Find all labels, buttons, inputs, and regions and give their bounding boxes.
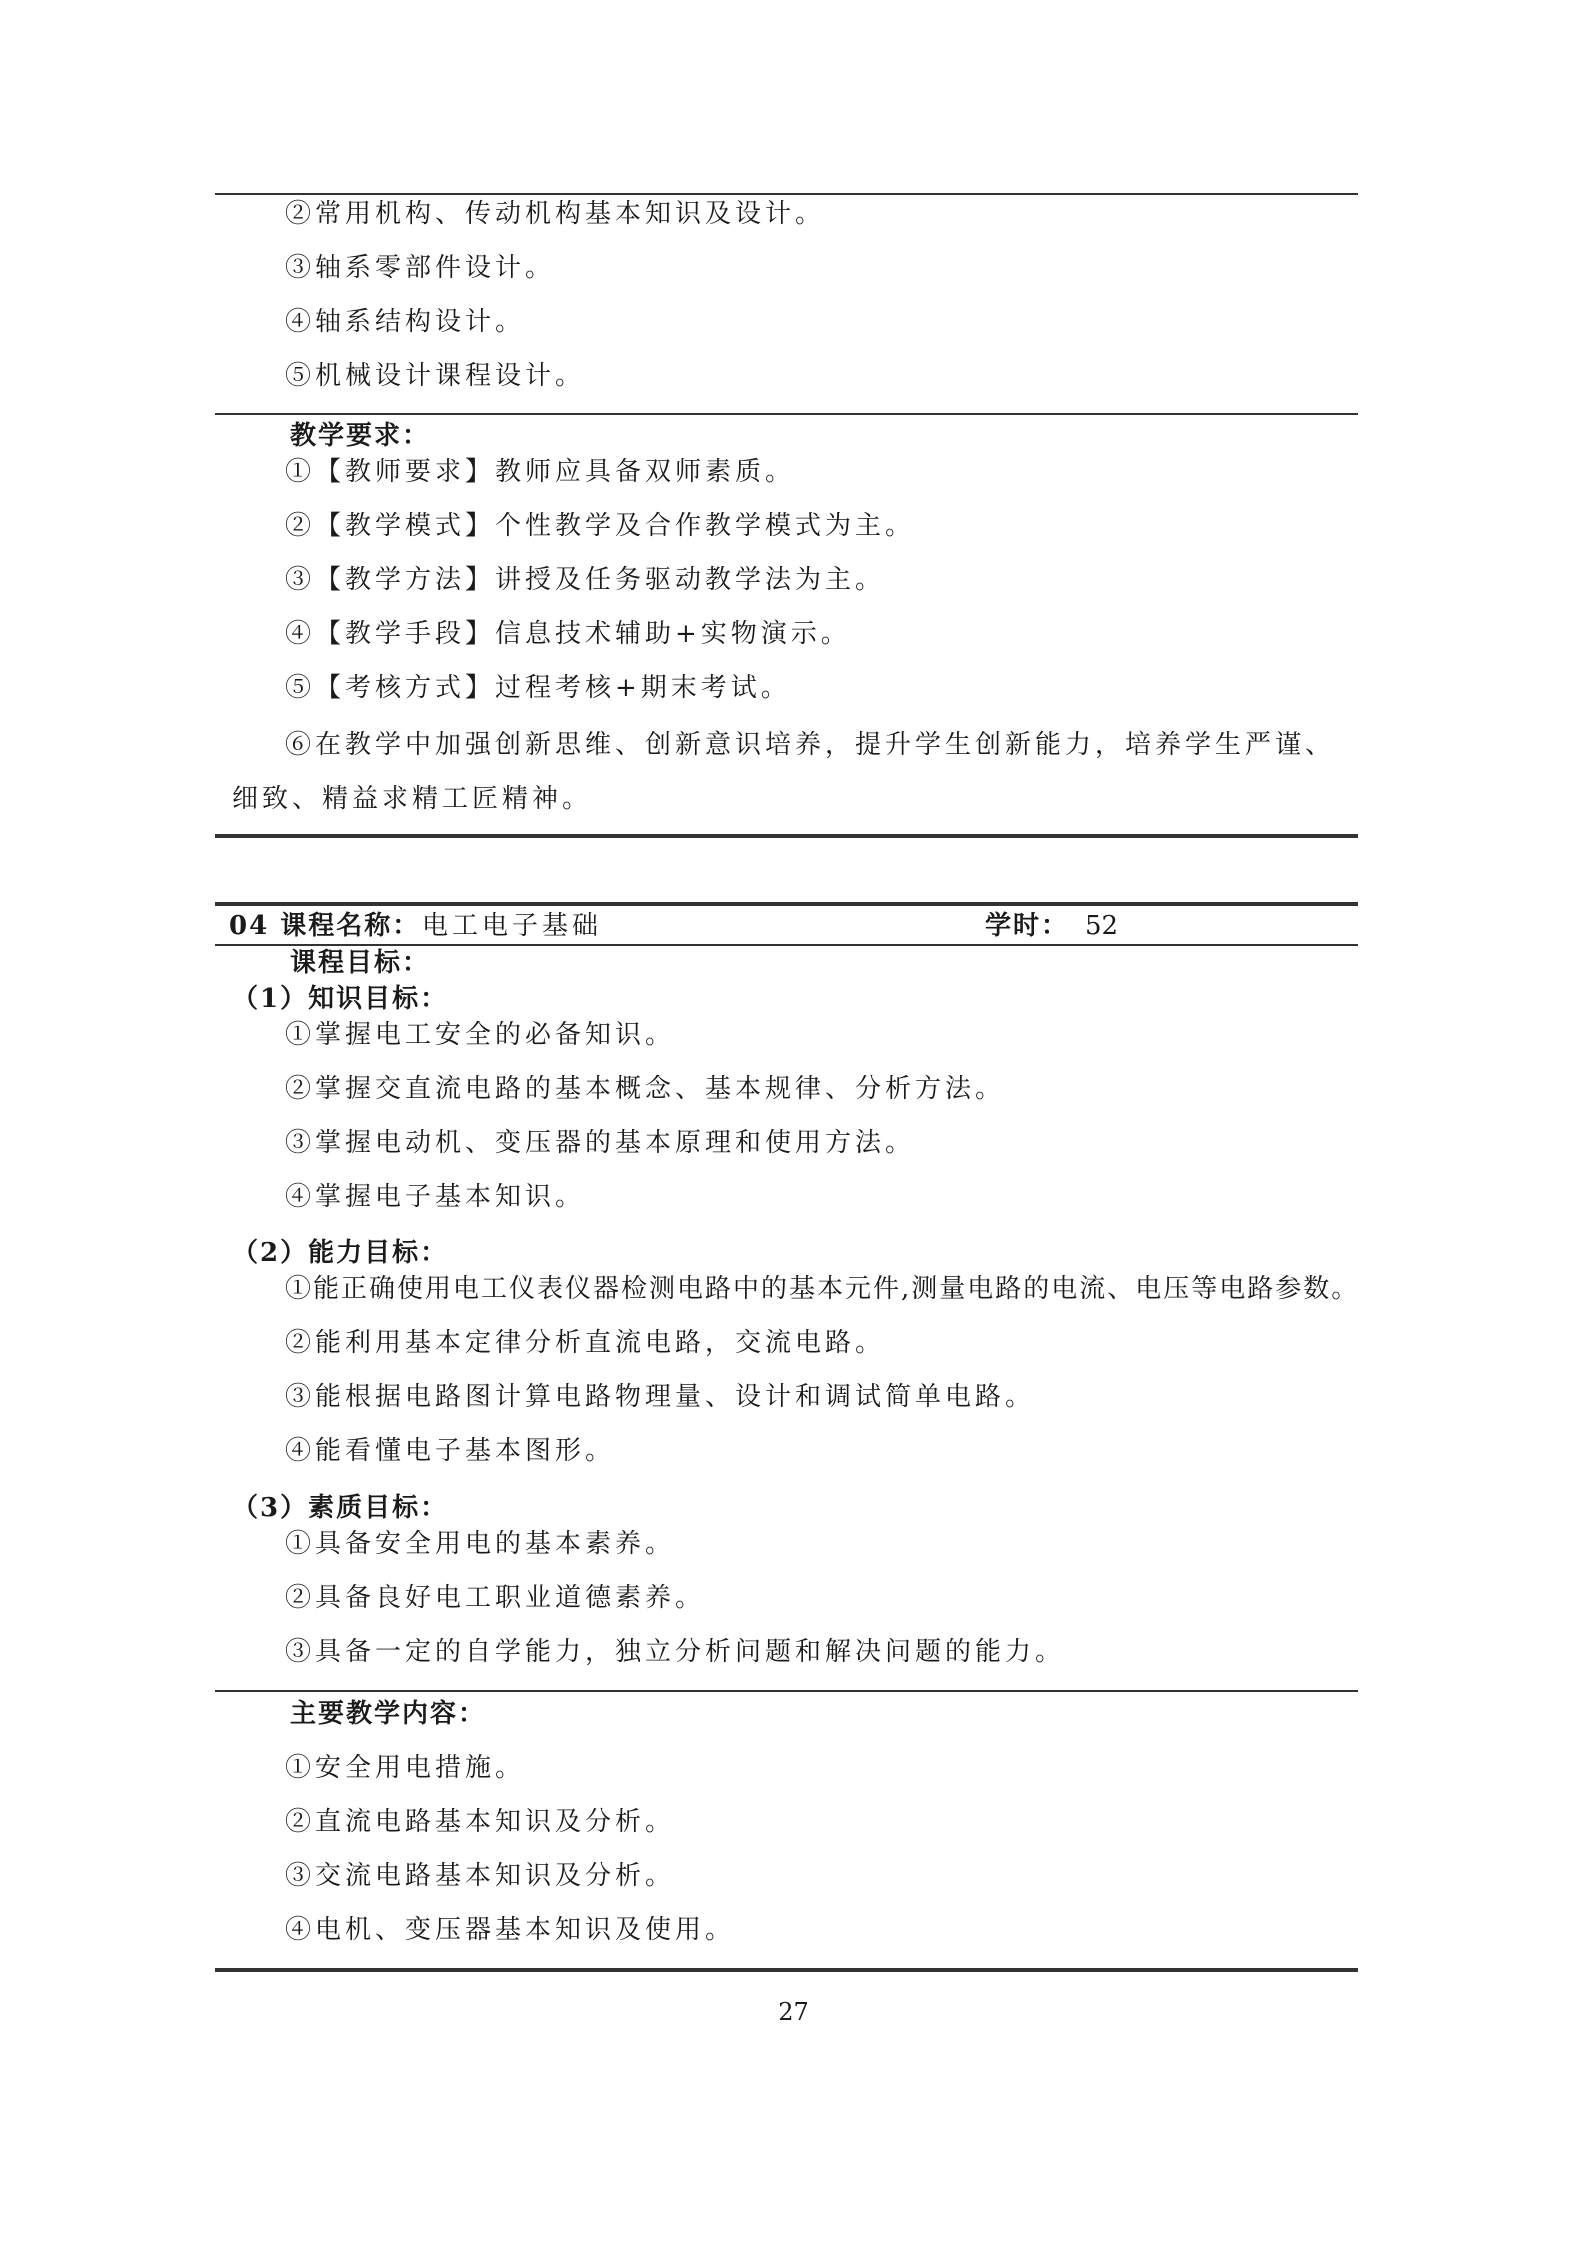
course-header-row (215, 906, 1358, 946)
quality-item: ③具备一定的自学能力，独立分析问题和解决问题的能力。 (285, 1637, 1066, 1667)
quality-item: ②具备良好电工职业道德素养。 (285, 1583, 706, 1613)
hours-value: 52 (1085, 911, 1119, 941)
requirement-item: ③【教学方法】讲授及任务驱动教学法为主。 (285, 565, 886, 595)
requirement-item: ⑤【考核方式】过程考核+期末考试。 (285, 673, 791, 703)
ability-item: ②能利用基本定律分析直流电路，交流电路。 (285, 1328, 886, 1358)
ability-item: ③能根据电路图计算电路物理量、设计和调试简单电路。 (285, 1382, 1036, 1412)
knowledge-item: ③掌握电动机、变压器的基本原理和使用方法。 (285, 1128, 916, 1158)
goals-heading: 课程目标： (290, 948, 431, 978)
course-name-value: 电工电子基础 (422, 911, 603, 941)
course-name-label: 04 课程名称： (229, 911, 421, 941)
knowledge-item: ④掌握电子基本知识。 (285, 1182, 586, 1212)
requirement-item: ②【教学模式】个性教学及合作教学模式为主。 (285, 511, 916, 541)
content-item: ③交流电路基本知识及分析。 (285, 1861, 676, 1891)
quality-item: ①具备安全用电的基本素养。 (285, 1529, 676, 1559)
content-heading: 主要教学内容： (290, 1699, 487, 1729)
ability-item: ④能看懂电子基本图形。 (285, 1436, 616, 1466)
table-rule (215, 413, 1358, 415)
table-bottom-rule (215, 1968, 1358, 1972)
content-item: ③轴系零部件设计。 (285, 253, 556, 283)
requirement-item: ④【教学手段】信息技术辅助+实物演示。 (285, 619, 851, 649)
table-rule (215, 193, 1358, 195)
page-number: 27 (778, 1998, 809, 2026)
requirement-item: ⑥在教学中加强创新思维、创新意识培养，提升学生创新能力，培养学生严谨、细致、精益求精工匠精神。 (232, 730, 1336, 814)
content-item: ⑤机械设计课程设计。 (285, 361, 586, 391)
content-item: ④轴系结构设计。 (285, 307, 526, 337)
ability-heading: （2）能力目标： (232, 1238, 449, 1268)
content-item: ①安全用电措施。 (285, 1753, 526, 1783)
requirements-heading: 教学要求： (290, 421, 431, 451)
content-item: ④电机、变压器基本知识及使用。 (285, 1915, 736, 1945)
content-item: ②常用机构、传动机构基本知识及设计。 (285, 199, 826, 229)
table-bottom-rule (215, 834, 1358, 838)
knowledge-item: ①掌握电工安全的必备知识。 (285, 1020, 676, 1050)
knowledge-item: ②掌握交直流电路的基本概念、基本规律、分析方法。 (285, 1074, 1006, 1104)
content-item: ②直流电路基本知识及分析。 (285, 1807, 676, 1837)
knowledge-heading: （1）知识目标： (232, 984, 449, 1014)
quality-heading: （3）素质目标： (232, 1493, 449, 1523)
ability-item: ①能正确使用电工仪表仪器检测电路中的基本元件,测量电路的电流、电压等电路参数。 (285, 1274, 1360, 1304)
hours-label: 学时： (985, 911, 1070, 941)
requirement-item: ①【教师要求】教师应具备双师素质。 (285, 457, 796, 487)
table-rule (215, 1690, 1358, 1692)
